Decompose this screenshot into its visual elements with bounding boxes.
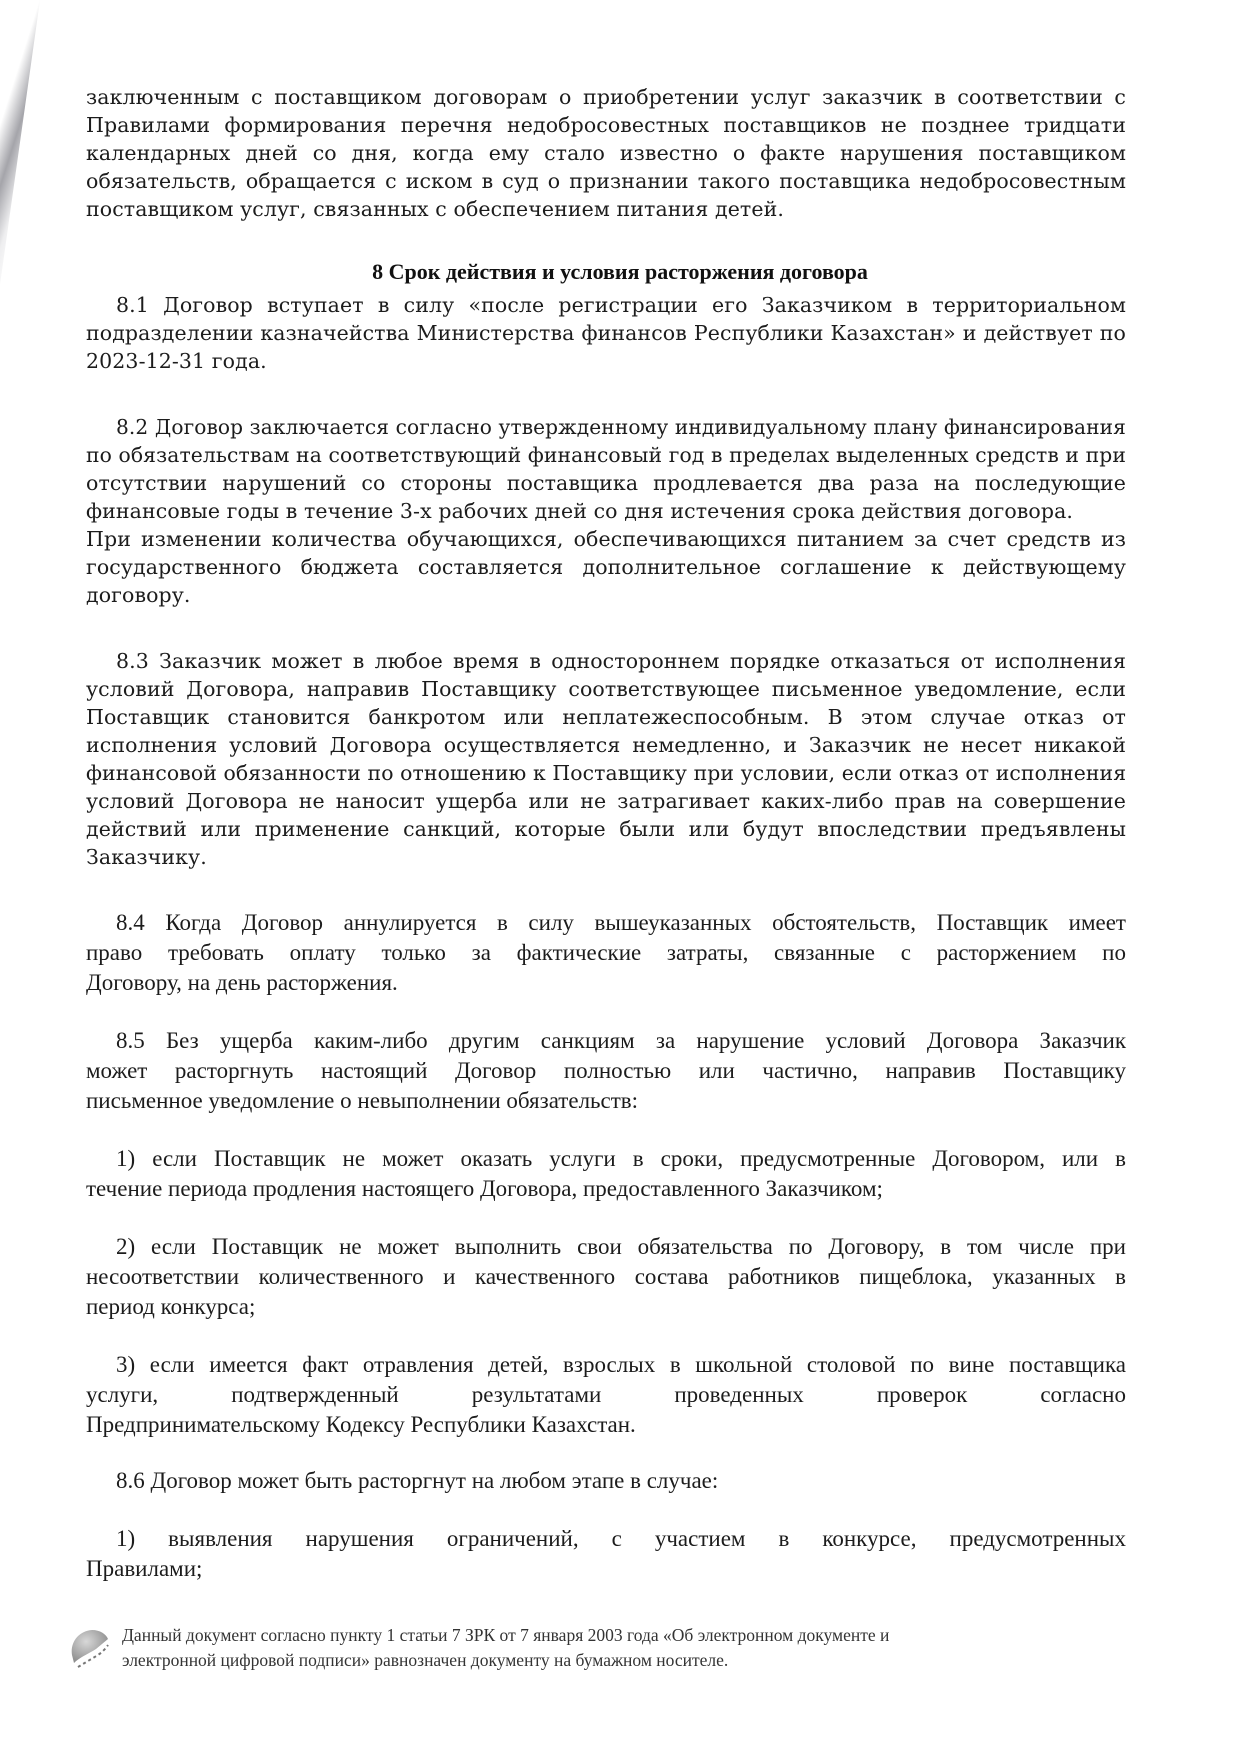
text-line: письменное уведомление о невыполнении обязательств: (86, 1088, 639, 1113)
text-line: услуги, подтвержденный результатами проведенных проверок согласно (86, 1382, 1126, 1407)
text-line: заключенным с поставщиком договорам о приобретении услуг заказчик в соответствии с (86, 85, 1126, 109)
text-line: договору. (86, 583, 191, 607)
text-line: календарных дней со дня, когда ему стало известно о факте нарушения поставщиком (86, 141, 1126, 165)
text-line: несоответствии количественного и качественного состава работников пищеблока, указанных в (86, 1264, 1126, 1289)
text-line: исполнения условий Договора осуществляется немедленно, и Заказчик не несет никакой (86, 733, 1126, 757)
text-line: государственного бюджета составляется дополнительное соглашение к действующему (86, 555, 1126, 579)
section-title: 8 Срок действия и условия расторжения договора (372, 259, 868, 284)
footer-line: Данный документ согласно пункту 1 статьи 7 ЗРК от 7 января 2003 года «Об электронном документе и (122, 1625, 890, 1645)
text-line: по обязательствам на соответствующий финансовый год в пределах выделенных средств и при (86, 443, 1126, 467)
text-line: 1) если Поставщик не может оказать услуги в сроки, предусмотренные Договором, или в (116, 1146, 1126, 1171)
footer-line: электронной цифровой подписи» равнозначен документу на бумажном носителе. (122, 1650, 729, 1670)
text-line: условий Договора, направив Поставщику соответствующее письменное уведомление, если (86, 677, 1126, 701)
text-line: 2023-12-31 года. (86, 349, 267, 373)
text-line: финансовой обязанности по отношению к Поставщику при условии, если отказ от исполнения (86, 761, 1127, 785)
text-line: течение периода продления настоящего Договора, предоставленного Заказчиком; (86, 1176, 883, 1201)
text-line: 8.1 Договор вступает в силу «после регистрации его Заказчиком в территориальном (116, 293, 1126, 317)
text-line: право требовать оплату только за фактические затраты, связанные с расторжением по (86, 940, 1126, 965)
text-line: период конкурса; (86, 1294, 256, 1319)
text-line: Правилами формирования перечня недобросовестных поставщиков не позднее тридцати (86, 113, 1126, 137)
text-line: 8.4 Когда Договор аннулируется в силу вышеуказанных обстоятельств, Поставщик имеет (116, 910, 1126, 935)
footer-disclaimer (66, 1615, 1066, 1685)
text-line: Заказчику. (86, 845, 207, 869)
footer-text (122, 1623, 889, 1673)
egov-seal-icon (66, 1625, 112, 1671)
text-line: 8.6 Договор может быть расторгнут на любом этапе в случае: (116, 1468, 719, 1493)
text-line: действий или применение санкций, которые были или будут впоследствии предъявлены (86, 817, 1126, 841)
text-line: поставщиком услуг, связанных с обеспечением питания детей. (86, 197, 784, 221)
text-line: 3) если имеется факт отравления детей, взрослых в школьной столовой по вине поставщика (116, 1352, 1126, 1377)
text-line: Предпринимательскому Кодексу Республики Казахстан. (86, 1412, 636, 1437)
text-line: отсутствии нарушений со стороны поставщика продлевается два раза на последующие (86, 471, 1126, 495)
text-line: 8.2 Договор заключается согласно утвержденному индивидуальному плану финансирования (116, 415, 1126, 439)
text-line: может расторгнуть настоящий Договор полностью или частично, направив Поставщику (86, 1058, 1126, 1083)
text-line: Поставщик становится банкротом или неплатежеспособным. В этом случае отказ от (86, 705, 1126, 729)
text-line: обязательств, обращается с иском в суд о признании такого поставщика недобросовестным (86, 169, 1126, 193)
text-line: финансовые годы в течение 3-х рабочих дней со дня истечения срока действия договора. (86, 499, 1074, 523)
text-line: 8.5 Без ущерба каким-либо другим санкциям за нарушение условий Договора Заказчик (116, 1028, 1126, 1053)
text-line: 2) если Поставщик не может выполнить свои обязательства по Договору, в том числе при (116, 1234, 1126, 1259)
text-line: 8.3 Заказчик может в любое время в одностороннем порядке отказаться от исполнения (116, 649, 1126, 673)
text-line: 1) выявления нарушения ограничений, с участием в конкурсе, предусмотренных (116, 1526, 1126, 1551)
text-line: Правилами; (86, 1556, 203, 1581)
text-line: условий Договора не наносит ущерба или не затрагивает каких-либо прав на совершение (86, 789, 1126, 813)
text-line: подразделении казначейства Министерства финансов Республики Казахстан» и действует по (86, 321, 1126, 345)
text-line: При изменении количества обучающихся, обеспечивающихся питанием за счет средств из (86, 527, 1126, 551)
text-line: Договору, на день расторжения. (86, 970, 398, 995)
